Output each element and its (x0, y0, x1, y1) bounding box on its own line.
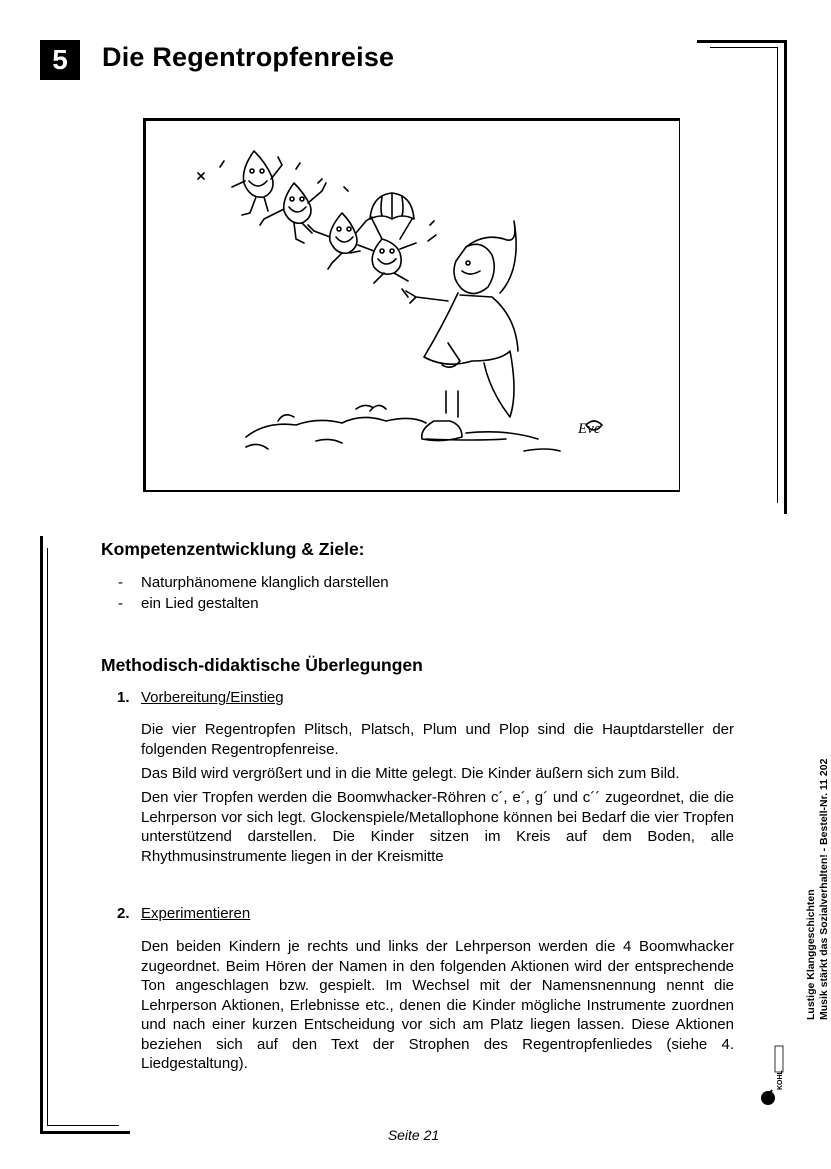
raindrops-illustration (146, 121, 680, 490)
chapter-number: 5 (52, 44, 68, 75)
illustration-signature: Eve (578, 421, 601, 437)
sidebar-line-2: Musik stärkt das Sozialverhalten! - Bestell-Nr. 11 202 (818, 758, 830, 1020)
step-title: Vorbereitung/Einstieg (141, 689, 284, 706)
sidebar-line-1: Lustige Klanggeschichten (805, 889, 817, 1020)
list-item (118, 593, 389, 614)
publisher-logo-graphic (758, 1040, 798, 1110)
raindrop-plum (308, 213, 372, 269)
frame-bottom-left-h2 (47, 1125, 119, 1126)
step-1-paragraph-1: Die vier Regentropfen Plitsch, Platsch, Plum und Plop sind die Hauptdarsteller der folgenden Regentropfenreise. (141, 721, 734, 758)
publisher-logo (758, 1040, 798, 1110)
list-dash: - (118, 574, 123, 591)
competence-heading: Kompetenzentwicklung & Ziele: (101, 539, 365, 559)
frame-top-right-h1 (697, 40, 787, 43)
raindrop-plitsch (232, 151, 282, 215)
list-item-text: Naturphänomene klanglich darstellen (141, 574, 389, 591)
frame-top-right-v2 (777, 47, 778, 503)
chapter-number-badge (40, 40, 80, 80)
step-1-header (117, 689, 284, 707)
page-title: Die Regentropfenreise (102, 42, 395, 72)
page-number: Seite 21 (387, 1127, 440, 1143)
step-number: 2. (117, 905, 130, 922)
list-dash: - (118, 595, 123, 612)
frame-top-right-v1 (784, 40, 787, 514)
step-2-paragraph-1: Den beiden Kindern je rechts und links der Lehrperson werden die 4 Boomwhacker zugeordnet. Beim Hören der Namen in den folgenden Aktionen wird der entsprechende Ton angeschlagen bzw. gespielt. Im Wechsel mit der Namensnennung nennt die Lehrperson Aktionen, Erlebnisse etc., denen die Kinder mögliche Instrumente zuordnen und nach einer kurzen Entscheidung vor sich am Platz liegen lassen. Diese Aktionen beziehen sich auf den Text der Strophen des Regentropfenliedes (siehe 4. Liedgestaltung). (141, 938, 734, 1072)
publisher-logo-text: KOHL (777, 1070, 784, 1090)
frame-bottom-left-v2 (47, 548, 48, 1126)
child-with-raincoat (402, 221, 518, 441)
frame-bottom-left-v1 (40, 536, 43, 1134)
list-item-text: ein Lied gestalten (141, 595, 259, 612)
step-2-header (117, 905, 251, 923)
step-number: 1. (117, 689, 130, 706)
step-title: Experimentieren (141, 905, 251, 922)
list-item (118, 572, 389, 593)
raindrop-plop (358, 193, 416, 283)
methods-heading: Methodisch-didaktische Überlegungen (101, 655, 423, 675)
frame-top-right-h2 (710, 47, 778, 48)
competence-list (118, 572, 389, 614)
illustration-frame (143, 118, 680, 492)
step-1-paragraph-2: Das Bild wird vergrößert und in die Mitte gelegt. Die Kinder äußern sich zum Bild. (141, 765, 680, 782)
sidebar-publication-info (805, 759, 831, 1020)
step-1-paragraph-3: Den vier Tropfen werden die Boomwhacker-Röhren c´, e´, g´ und c´´ zugeordnet, die die Lehrperson vor sich legt. Glockenspiele/Metallophone können bei Bedarf die vier Tropfen unterstützend darstellen. Die Kinder sitzen im Kreis auf dem Boden, alle Rhythmusinstrumente liegen in der Kreismitte (141, 789, 734, 865)
